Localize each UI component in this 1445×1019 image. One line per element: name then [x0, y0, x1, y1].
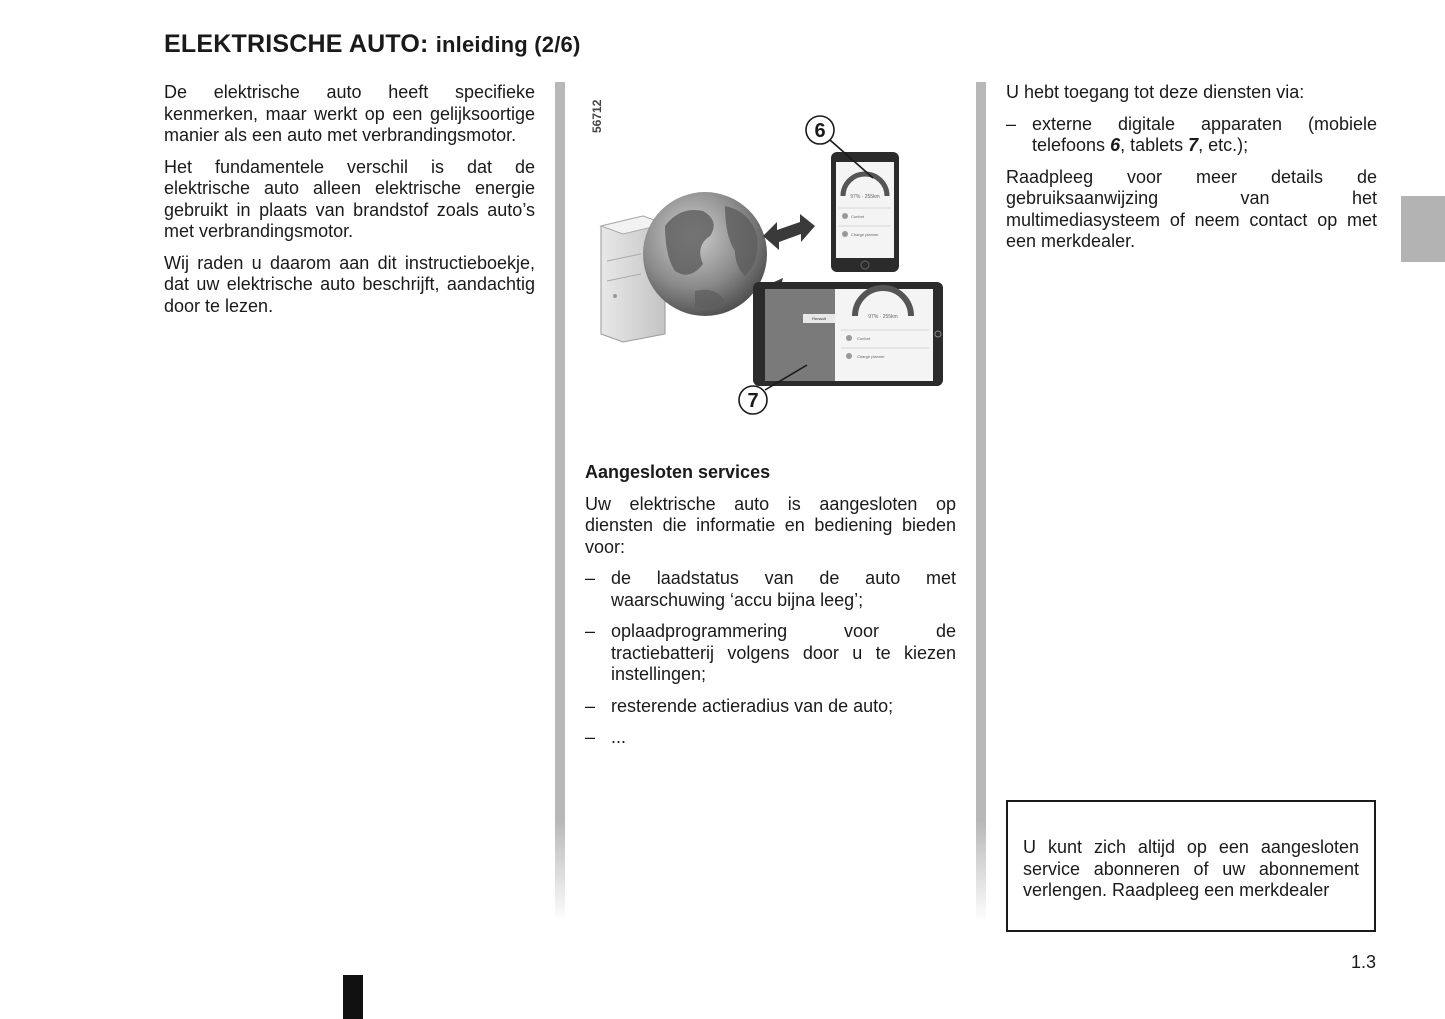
connected-services-illustration	[585, 86, 956, 426]
access-intro: U hebt toegang tot deze diensten via:	[1006, 82, 1305, 102]
globe-icon	[643, 192, 767, 316]
phone-line-2: Charge planner	[851, 232, 879, 237]
column-divider-1	[555, 82, 565, 922]
list-item: – resterende actieradius van de auto;	[585, 695, 894, 716]
intro-paragraph-1: De elektrische auto heeft specifieke kenmerken, maar werkt op een gelijksoortige manier als een auto met verbrandingsmotor.	[164, 82, 535, 145]
tablet-line-2: Charge planner	[857, 354, 885, 359]
title-subtitle: inleiding (2/6)	[435, 32, 581, 57]
print-mark	[343, 975, 363, 1019]
ref-6: 6	[1110, 135, 1121, 155]
page-number: 1.3	[1351, 952, 1377, 972]
phone-gauge-text: 97% · 255km	[850, 194, 880, 200]
list-item: – de laadstatus van de auto met waarschuwing ‘accu bijna leeg’;	[585, 568, 956, 610]
callout-6-label: 6	[814, 120, 826, 142]
phone-line-1: Confort	[851, 214, 865, 219]
callout-6	[806, 116, 834, 144]
list-item: – oplaadprogrammering voor de tractiebatterij volgens door u te kiezen instellingen;	[585, 621, 956, 684]
tablet-gauge-text: 97% · 255km	[868, 314, 898, 320]
list-item: – externe digitale apparaten (mobiele telefoons 6, tablets 7, etc.);	[1006, 113, 1377, 155]
page-title	[164, 30, 580, 59]
tablet-line-1: Confort	[857, 336, 871, 341]
consult-paragraph: Raadpleeg voor meer details de gebruiksaanwijzing van het multimediasysteem of neem contact op met een merkdealer.	[1006, 166, 1377, 251]
chapter-tab	[1401, 196, 1445, 262]
section-heading: Aangesloten services	[585, 462, 771, 482]
title-main: ELEKTRISCHE AUTO:	[164, 30, 429, 58]
callout-7-label: 7	[747, 390, 759, 412]
double-arrow-icon	[763, 214, 815, 250]
callout-7	[739, 386, 767, 414]
intro-paragraph-2: Het fundamentele verschil is dat de elektrische auto alleen elektrische energie gebruikt in plaats van brandstof zoals auto’s met verbrandingsmotor.	[164, 156, 535, 241]
ref-7: 7	[1188, 135, 1199, 155]
figure-number: 56712	[590, 99, 604, 133]
note-box	[1006, 800, 1376, 932]
tablet-line-3: Renault	[812, 316, 826, 321]
middle-column	[585, 462, 956, 759]
services-intro: Uw elektrische auto is aangesloten op diensten die informatie en bediening bieden voor:	[585, 493, 956, 557]
intro-paragraph-3: Wij raden u daarom aan dit instructieboekje, dat uw elektrische auto beschrijft, aandachtig door te lezen.	[164, 252, 535, 316]
left-column	[164, 82, 535, 327]
column-divider-2	[976, 82, 986, 922]
list-item: – ...	[585, 727, 627, 747]
right-column	[1006, 82, 1377, 263]
note-text: U kunt zich altijd op een aangesloten service abonneren of uw abonnement verlengen. Raadpleeg een merkdealer	[1023, 837, 1359, 900]
tablet-illustration	[753, 282, 943, 386]
